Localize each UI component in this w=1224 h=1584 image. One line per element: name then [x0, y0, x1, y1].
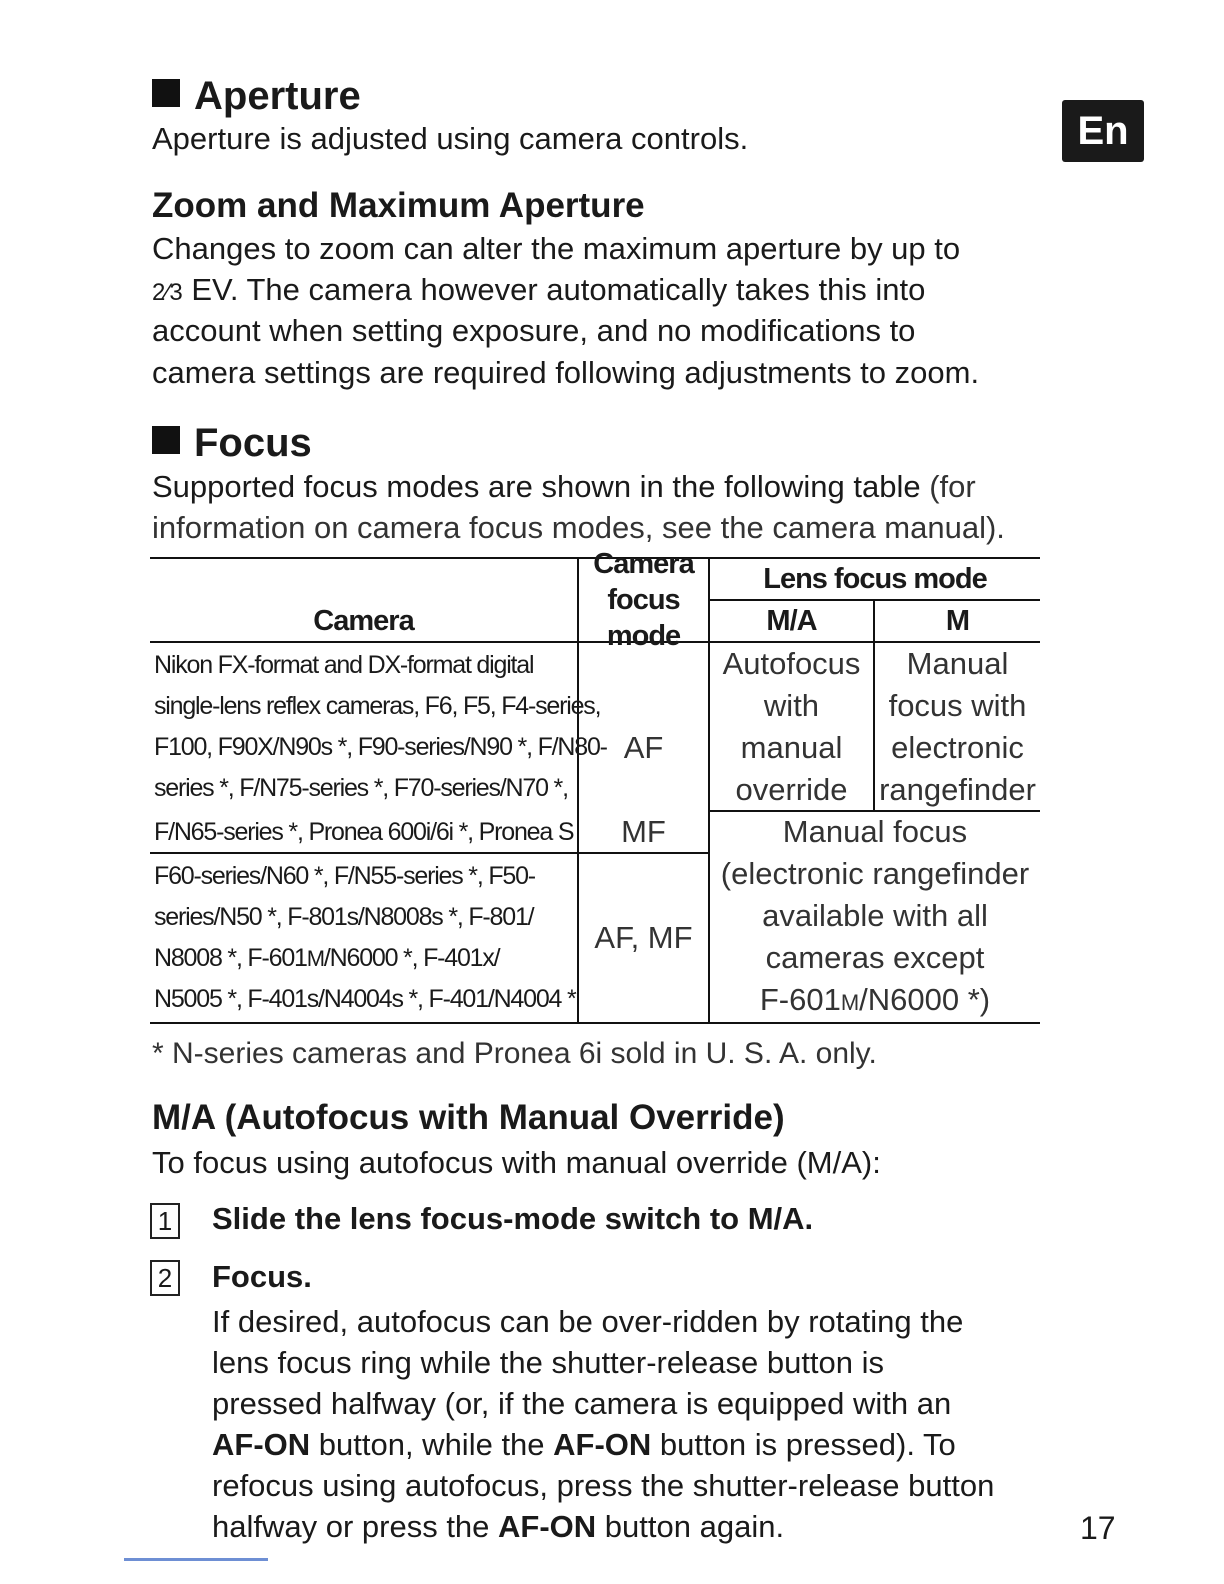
col-header-m: M [945, 605, 970, 637]
col-header-camera-focus-mode: Camera focus mode [593, 548, 694, 652]
cell-ma-autofocus-override: Autofocus with manual override [722, 645, 861, 807]
focus-mode-table [150, 548, 1040, 1024]
step-2-text-line-4: AF-ON button, while the AF-ON button is pressed). To [212, 1427, 956, 1462]
focus-intro-line-1: Supported focus modes are shown in the following table (for [152, 469, 976, 504]
zoom-heading: Zoom and Maximum Aperture [152, 186, 645, 225]
focus-heading: Focus [152, 421, 312, 465]
square-bullet-icon [152, 426, 180, 454]
cell-cameras-group-2: F/N65-series *, Pronea 600i/6i *, Pronea S [154, 818, 574, 846]
language-tab: En [1062, 100, 1144, 162]
square-bullet-icon [152, 79, 180, 107]
step-2-text-line-2: lens focus ring while the shutter-release button is [212, 1345, 885, 1380]
step-2-text-line-1: If desired, autofocus can be over-ridden by rotating the [212, 1304, 964, 1339]
cell-mode-mf: MF [621, 814, 666, 849]
page-number: 17 [1080, 1510, 1116, 1546]
zoom-line-2: 2⁄3 EV. The camera however automatically takes this into [152, 272, 926, 307]
cell-mode-af: AF [623, 729, 664, 765]
fraction-two-thirds: 2⁄3 [152, 279, 183, 306]
cell-m-electronic-rangefinder: Manual focus with electronic rangefinder [879, 645, 1036, 807]
step-1-number: 1 [150, 1203, 180, 1239]
focus-intro-line-2: information on camera focus modes, see the camera manual). [152, 510, 1005, 545]
aperture-heading: Aperture [152, 74, 361, 118]
cell-manual-focus-rangefinder: Manual focus (electronic rangefinder available with all cameras except F-601M/N6000 *) [720, 813, 1030, 1017]
col-header-ma: M/A [766, 605, 817, 637]
col-header-camera: Camera [313, 605, 414, 637]
col-header-lens-focus-mode: Lens focus mode [763, 563, 987, 595]
zoom-line-4: camera settings are required following adjustments to zoom. [152, 355, 980, 390]
cell-mode-af-mf: AF, MF [594, 920, 693, 955]
zoom-line-3: account when setting exposure, and no modifications to [152, 313, 916, 348]
zoom-line-1: Changes to zoom can alter the maximum aperture by up to [152, 231, 961, 266]
step-1-title: Slide the lens focus-mode switch to M/A. [212, 1201, 814, 1236]
step-2-title: Focus. [212, 1259, 312, 1294]
step-2-text-line-6: halfway or press the AF-ON button again. [212, 1509, 785, 1544]
cell-cameras-group-3: F60-series/N60 *, F/N55-series *, F50- series/N50 *, F-801s/N8008s *, F-801/ N8008 *, F-601M/N6000 *, F-401x/ N5005 *, F-401s/N4004s *, F-401/N4004 * [154, 862, 576, 1013]
table-footnote: * N-series cameras and Pronea 6i sold in U. S. A. only. [152, 1037, 877, 1070]
ma-heading: M/A (Autofocus with Manual Override) [152, 1098, 785, 1137]
step-2-text-line-5: refocus using autofocus, press the shutter-release button [212, 1468, 995, 1503]
cell-cameras-group-1: Nikon FX-format and DX-format digital single-lens reflex cameras, F6, F5, F4-series, F100, F90X/N90s *, F90-series/N90 *, F/N80- series *, F/N75-series *, F70-series/N70 *, [154, 651, 607, 802]
step-2-number: 2 [150, 1260, 180, 1296]
aperture-text: Aperture is adjusted using camera controls. [152, 121, 749, 156]
scan-edge-line [124, 1558, 268, 1561]
step-2-text-line-3: pressed halfway (or, if the camera is equipped with an [212, 1386, 952, 1421]
ma-intro: To focus using autofocus with manual override (M/A): [152, 1145, 881, 1180]
